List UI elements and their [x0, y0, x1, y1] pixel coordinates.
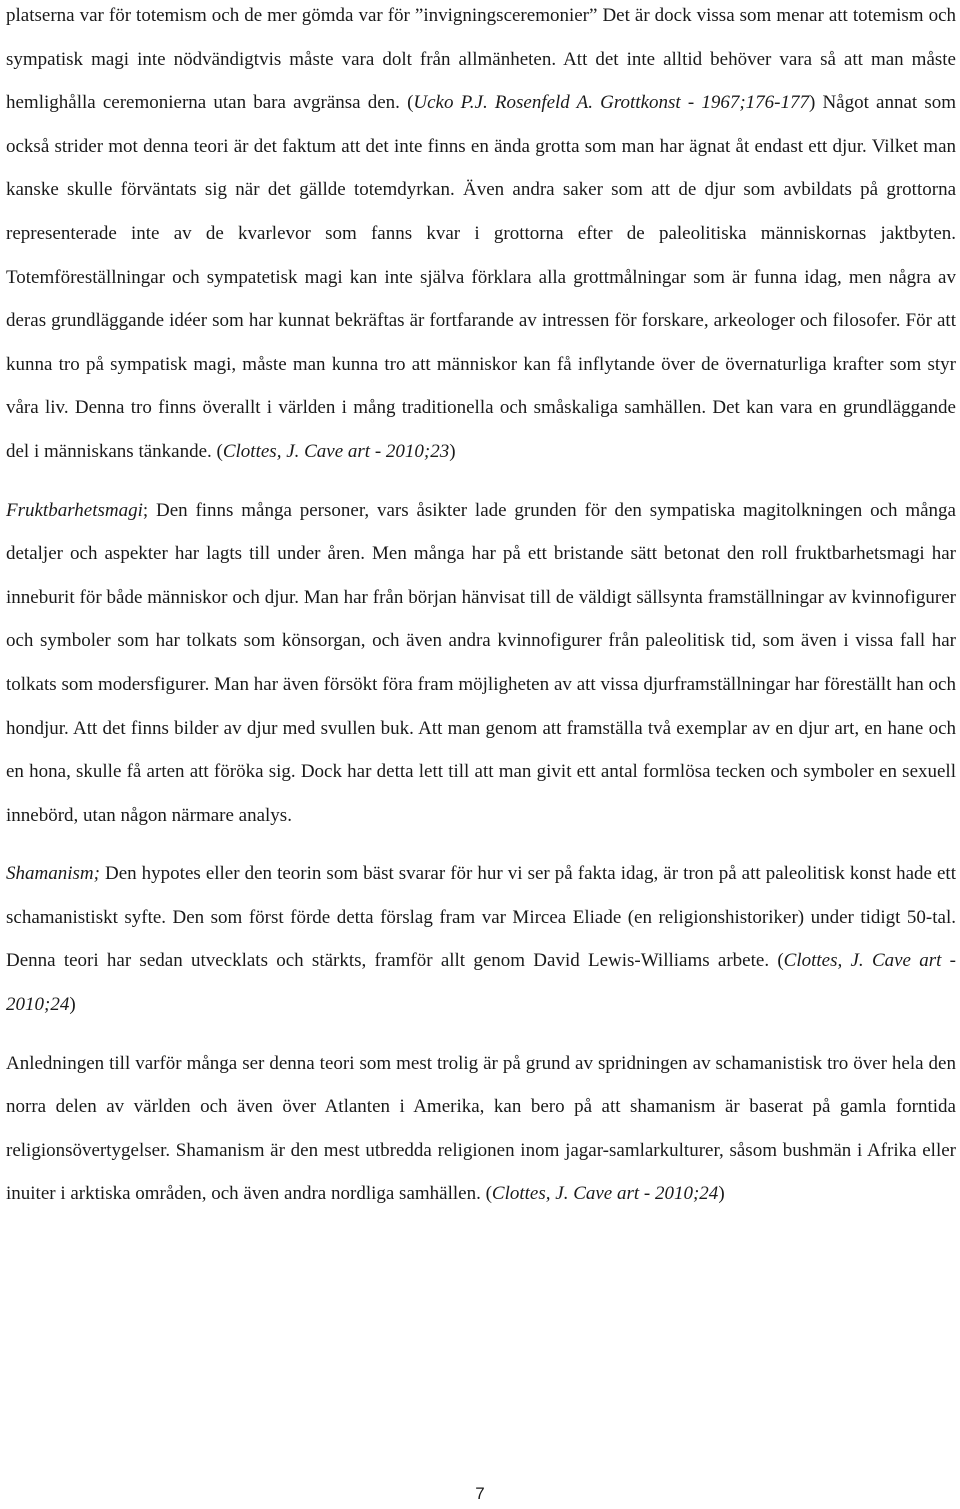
- paragraph-gap: [6, 1027, 956, 1042]
- paragraph-gap: [6, 474, 956, 489]
- italic-segment: Fruktbarhetsmagi: [6, 499, 143, 521]
- document-page: [6, 0, 956, 1216]
- italic-segment: Clottes, J. Cave art - 2010;23: [222, 440, 450, 462]
- italic-segment: Shamanism;: [6, 863, 100, 885]
- italic-segment: Clottes, J. Cave art - 2010;24: [491, 1183, 719, 1205]
- paragraph-fertility-magic: [6, 489, 956, 838]
- italic-segment: Ucko P.J. Rosenfeld A. Grottkonst - 1967;176-177: [413, 92, 809, 114]
- text-segment: platserna var för totemism och de mer gömda var för ”invigningsceremonier” Det är dock vissa som menar att totemism och sympatisk magi inte nödvändigtvis måste vara dolt från allmänheten. Att det inte alltid behöver vara så att man måste hemlighålla ceremonierna utan bara avgränsa den. (: [6, 5, 956, 114]
- text-segment: ): [449, 440, 456, 462]
- text-segment: ) Något annat som också strider mot denna teori är det faktum att det inte finns en ända grotta som man har ägnat åt endast ett djur. Vilket man kanske skulle förväntats sig när det gällde totemdyrkan. Även andra saker som att de djur som avbildats på grottorna representerade inte av de kvarlevor som fanns kvar i grottorna efter de paleolitiska människornas jaktbyten. Totemföreställningar och sympatetisk magi kan inte själva förklara alla grottmålningar som är funna idag, men några av deras grundläggande idéer som har kunnat bekräftas är fortfarande av intressen för forskare, arkeologer och filosofer. För att kunna tro på sympatisk magi, måste man kunna tro att människor kan få inflytande över de övernaturliga krafter som styr våra liv. Denna tro finns överallt i världen i mång traditionella och småskaliga samhällen. Det kan vara en grundläggande del i människans tänkande. (: [6, 92, 957, 462]
- text-segment: Anledningen till varför många ser denna teori som mest trolig är på grund av spridningen av schamanistisk tro över hela den norra delen av världen och även över Atlanten i Amerika, kan bero på att shamanism är baserat på gamla forntida religionsövertygelser. Shamanism är den mest utbredda religionen inom jagar-samlarkulturer, såsom bushmän i Afrika eller inuiter i arktiska områden, och även andra nordliga samhällen. (: [6, 1052, 956, 1205]
- text-segment: Den hypotes eller den teorin som bäst svarar för hur vi ser på fakta idag, är tron på att paleolitisk konst hade ett schamanistiskt syfte. Den som först förde detta förslag fram var Mircea Eliade (en religionshistoriker) under tidigt 50-tal. Denna teori har sedan utvecklats och stärkts, framför allt genom David Lewis-Williams arbete. (: [6, 863, 956, 972]
- paragraph-shamanism-spread: [6, 1042, 956, 1216]
- paragraph-shamanism: [6, 852, 956, 1026]
- text-segment: ; Den finns många personer, vars åsikter lade grunden för den sympatiska magitolkningen och många detaljer och aspekter har lagts till under åren. Men många har på ett bristande sätt betonat den roll fruktbarhetsmagi har inneburit för både människor och djur. Man har från början hänvisat till de väldigt sällsynta framställningar av kvinnofigurer och symboler som har tolkats som könsorgan, och även andra kvinnofigurer från paleolitisk tid, som även i vissa fall har tolkats som modersfigurer. Man har även försökt föra fram möjligheten av att vissa djurframställningar har föreställt han och hondjur. Att det finns bilder av djur med svullen buk. Att man genom att framställa två exemplar av en djur art, en hane och en hona, skulle få arten att föröka sig. Dock har detta lett till att man givit ett antal formlösa tecken och symboler en sexuell innebörd, utan någon närmare analys.: [6, 499, 956, 826]
- italic-segment: Clottes, J. Cave art - 2010;24: [6, 950, 956, 1016]
- text-segment: ): [69, 994, 76, 1016]
- paragraph-gap: [6, 837, 956, 852]
- page-number: 7: [475, 1484, 485, 1503]
- text-segment: ): [718, 1183, 725, 1205]
- paragraph-totemism: [6, 0, 956, 474]
